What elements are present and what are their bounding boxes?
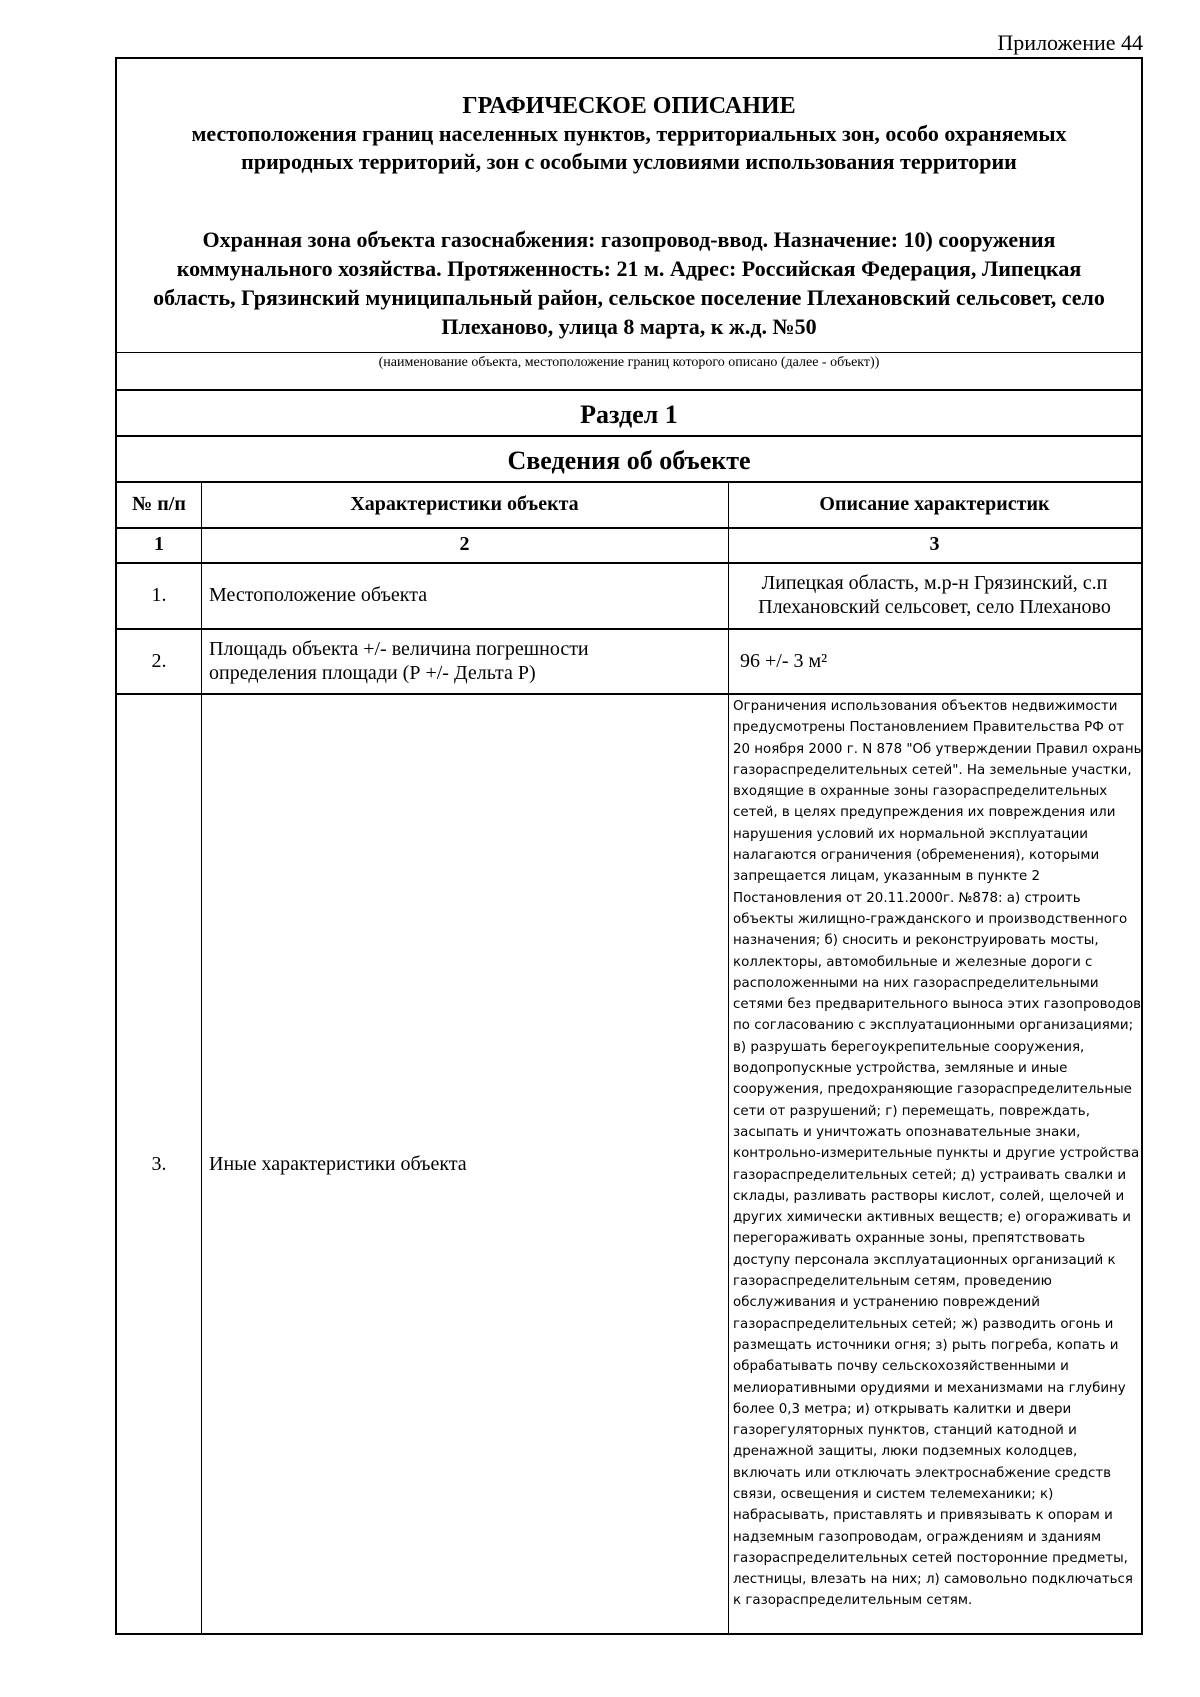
table-header-description: Описание характеристик — [819, 492, 1050, 515]
table-header-characteristic: Характеристики объекта — [350, 492, 579, 515]
table-row-description: 96 +/- 3 м² — [740, 649, 828, 672]
table-header-number: № п/п — [132, 492, 186, 515]
table-column-number: 1 — [154, 533, 164, 555]
section-subtitle: Сведения об объекте — [507, 446, 751, 475]
table-column-number: 2 — [459, 533, 470, 555]
table-row-characteristic: Площадь объекта +/- величина погрешности определения площади (Р +/- Дельта Р) — [209, 637, 589, 684]
object-name: Охранная зона объекта газоснабжения: газопровод-ввод. Назначение: 10) сооружения коммунального хозяйства. Протяженность: 21 м. Адрес: Российская Федерация, Липецкая область, Грязинский муниципальный район, сельское поселение Плехановский сельсовет, село Плеханово, улица 8 марта, к ж.д. №50 — [153, 227, 1105, 339]
table-row-characteristic: Иные характеристики объекта — [209, 1153, 467, 1175]
document-title: ГРАФИЧЕСКОЕ ОПИСАНИЕ — [462, 93, 796, 119]
caption-divider — [117, 352, 1141, 353]
table-row-number: 2. — [151, 649, 167, 672]
table-row-characteristic: Местоположение объекта — [209, 584, 428, 606]
section-divider-mid — [117, 435, 1141, 437]
document-frame — [115, 57, 1143, 1635]
section-divider-top — [117, 389, 1141, 391]
document-subtitle: местоположения границ населенных пунктов, территориальных зон, особо охраняемых природных территорий, зон с особыми условиями использования территории — [191, 121, 1067, 174]
table-row-description: Липецкая область, м.р-н Грязинский, с.п Плехановский сельсовет, село Плеханово — [758, 572, 1111, 618]
table-row-description: Ограничения использования объектов недвижимости предусмотрены Постановлением Правительства РФ от 20 ноября 2000 г. N 878 "Об утверждении Правил охраны газораспределительных сетей". На земельные участки, входящие в охранные зоны газораспределительных сетей, в целях предупреждения их повреждения или нарушения условий их нормальной эксплуатации налагаются ограничения (обременения), которыми запрещается лицам, указанным в пункте 2 Постановления от 20.11.2000г. №878: а) строить объекты жилищно-гражданского и производственного назначения; б) сносить и реконструировать мосты, коллекторы, автомобильные и железные дороги с расположенными на них газораспределительными сетями без предварительного выноса этих газопроводов по согласованию с эксплуатационными организациями; в) разрушать берегоукрепительные сооружения, водопропускные устройства, земляные и иные сооружения, предохраняющие газораспределительные сети от разрушений; г) перемещать, повреждать, засыпать и уничтожать опознавательные знаки, контрольно-измерительные пункты и другие устройства газораспределительных сетей; д) устраивать свалки и склады, разливать растворы кислот, солей, щелочей и других химически активных веществ; е) огораживать и перегораживать охранные зоны, препятствовать доступу персонала эксплуатационных организаций к газораспределительным сетям, проведению обслуживания и устранению повреждений газораспределительных сетей; ж) разводить огонь и размещать источники огня; з) рыть погреба, копать и обрабатывать почву сельскохозяйственными и мелиоративными орудиями и механизмами на глубину более 0,3 метра; и) открывать калитки и двери газорегуляторных пунктов, станций катодной и дренажной защиты, люки подземных колодцев, включать или отключать электроснабжение средств связи, освещения и систем телемеханики; к) набрасывать, приставлять и привязывать к опорам и надземным газопроводам, ограждениям и зданиям газораспределительных сетей посторонние предметы, лестницы, влезать на них; л) самовольно подключаться к газораспределительным сетям. — [733, 699, 1145, 1609]
appendix-label: Приложение 44 — [997, 30, 1143, 55]
object-caption: (наименование объекта, местоположение границ которого описано (далее - объект)) — [378, 355, 880, 370]
table-row-number: 1. — [151, 584, 167, 606]
table-row-number: 3. — [151, 1153, 167, 1175]
section-title: Раздел 1 — [580, 400, 678, 429]
table-column-number: 3 — [929, 533, 940, 555]
